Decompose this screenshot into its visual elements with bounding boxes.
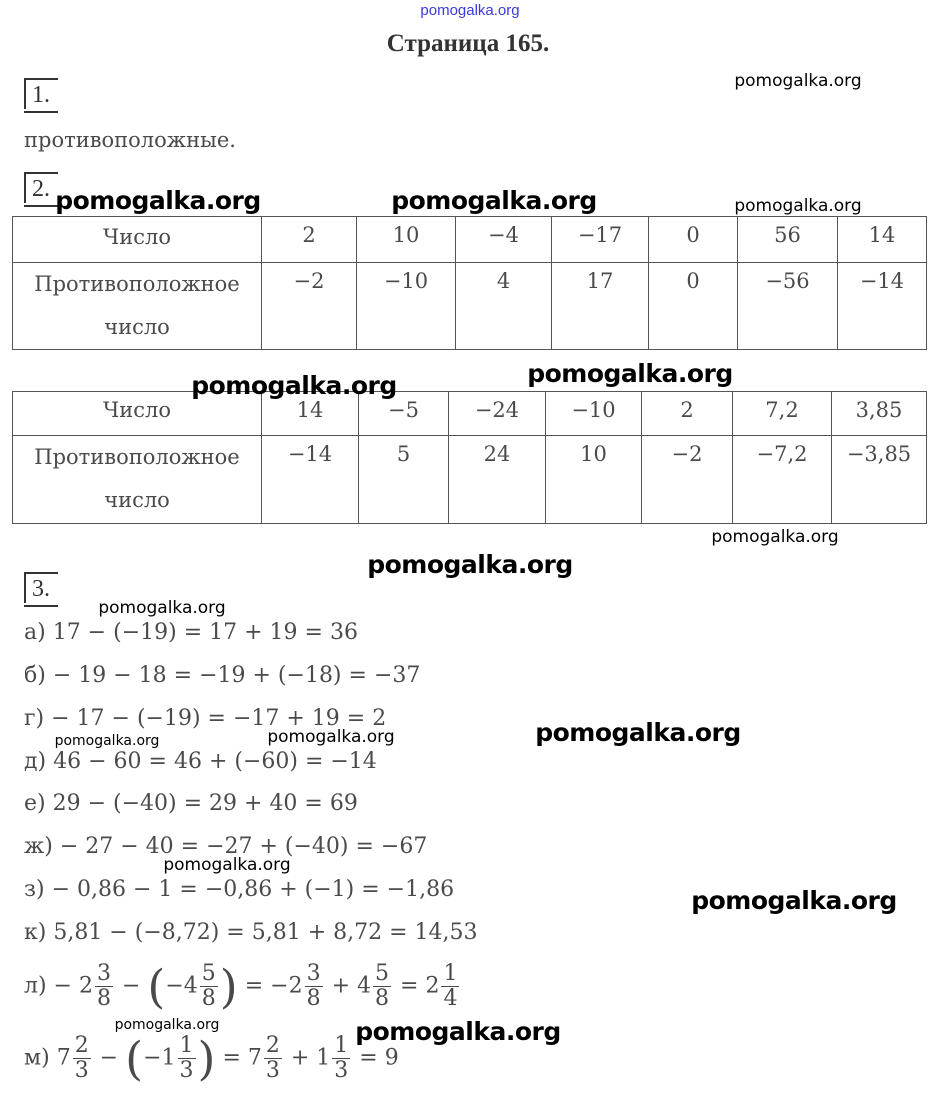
fraction (95, 962, 113, 1011)
fraction-denominator: 3 (179, 1058, 194, 1084)
watermark: pomogalka.org (527, 359, 733, 388)
watermark: pomogalka.org (711, 527, 839, 547)
table-cell: 2 (642, 392, 733, 436)
fraction-numerator: 2 (265, 1033, 280, 1058)
equation-zh: ж) − 27 − 40 = −27 + (−40) = −67 (24, 834, 428, 859)
table-cell: −56 (738, 263, 838, 350)
watermark: pomogalka.org (163, 855, 291, 875)
equation-z: з) − 0,86 − 1 = −0,86 + (−1) = −1,86 (24, 877, 455, 902)
equation-b: б) − 19 − 18 = −19 + (−18) = −37 (24, 663, 421, 688)
table-cell: 24 (449, 436, 546, 524)
watermark: pomogalka.org (114, 1017, 220, 1033)
equation-text: = 2 (393, 973, 440, 999)
watermark: pomogalka.org (191, 371, 397, 400)
equation-text: л) − 2 (24, 973, 93, 999)
watermark: pomogalka.org (691, 886, 897, 915)
equation-text: = 7 (215, 1045, 262, 1071)
opposites-table-2 (12, 391, 927, 524)
table-cell: 14 (838, 217, 927, 263)
equation-k: к) 5,81 − (−8,72) = 5,81 + 8,72 = 14,53 (24, 920, 478, 945)
table-cell: 2 (262, 217, 357, 263)
fraction-numerator: 5 (201, 961, 216, 986)
watermark: pomogalka.org (535, 718, 741, 747)
fraction-numerator: 3 (306, 961, 321, 986)
watermark: pomogalka.org (98, 598, 226, 618)
equation-l (24, 959, 461, 1014)
fraction (332, 1034, 350, 1083)
fraction-denominator: 4 (443, 986, 458, 1012)
fraction-numerator: 3 (96, 961, 111, 986)
equation-m (24, 1031, 399, 1086)
equation-text: − (114, 973, 148, 999)
task-number-3: 3. (24, 572, 58, 603)
task-number-1: 1. (24, 78, 58, 109)
table-cell: −2 (262, 263, 357, 350)
fraction (305, 962, 323, 1011)
row-label: Противоположное число (13, 436, 262, 524)
table-cell: 5 (359, 436, 449, 524)
fraction (264, 1034, 282, 1083)
table-cell: 10 (546, 436, 642, 524)
table-cell: −2 (642, 436, 733, 524)
row-label: Число (13, 392, 262, 436)
table-cell: 0 (649, 217, 738, 263)
parenthesis: ( (147, 959, 166, 1014)
fraction-denominator: 3 (74, 1058, 89, 1084)
table-cell: −4 (456, 217, 552, 263)
parenthesis: ( (125, 1031, 144, 1086)
watermark: pomogalka.org (420, 2, 520, 19)
fraction (73, 1034, 91, 1083)
fraction-numerator: 1 (179, 1033, 194, 1058)
table-cell: 10 (357, 217, 456, 263)
task-1-answer: противоположные. (24, 128, 236, 152)
fraction (200, 962, 218, 1011)
table-cell: −14 (262, 436, 359, 524)
table-cell: 17 (552, 263, 649, 350)
fraction-numerator: 1 (334, 1033, 349, 1058)
fraction-numerator: 1 (443, 961, 458, 986)
equation-text: м) 7 (24, 1045, 71, 1071)
table-cell: 4 (456, 263, 552, 350)
fraction-numerator: 2 (74, 1033, 89, 1058)
watermark: pomogalka.org (734, 196, 862, 216)
watermark: pomogalka.org (55, 186, 261, 215)
equation-text: − (92, 1045, 126, 1071)
table-row (13, 217, 927, 263)
table-cell: 56 (738, 217, 838, 263)
table-cell: 0 (649, 263, 738, 350)
table-cell: 14 (262, 392, 359, 436)
table-cell: −10 (357, 263, 456, 350)
fraction (441, 962, 459, 1011)
watermark: pomogalka.org (734, 71, 862, 91)
equation-text: −4 (165, 973, 198, 999)
table-cell: −3,85 (832, 436, 927, 524)
fraction (373, 962, 391, 1011)
table-cell: −14 (838, 263, 927, 350)
watermark: pomogalka.org (391, 186, 597, 215)
fraction (178, 1034, 196, 1083)
fraction-denominator: 8 (96, 986, 111, 1012)
equation-text: −1 (143, 1045, 176, 1071)
watermark: pomogalka.org (54, 733, 160, 749)
equation-text: + 1 (283, 1045, 331, 1071)
parenthesis: ) (197, 1031, 216, 1086)
equation-d: д) 46 − 60 = 46 + (−60) = −14 (24, 749, 377, 774)
fraction-denominator: 3 (265, 1058, 280, 1084)
watermark: pomogalka.org (355, 1017, 561, 1046)
table-cell: −10 (546, 392, 642, 436)
table-cell: 3,85 (832, 392, 927, 436)
table-row (13, 263, 927, 350)
equation-a: а) 17 − (−19) = 17 + 19 = 36 (24, 620, 358, 645)
fraction-denominator: 3 (334, 1058, 349, 1084)
table-cell: −17 (552, 217, 649, 263)
table-cell: −5 (359, 392, 449, 436)
watermark: pomogalka.org (367, 550, 573, 579)
fraction-denominator: 8 (375, 986, 390, 1012)
parenthesis: ) (219, 959, 238, 1014)
row-label: Противоположное число (13, 263, 262, 350)
fraction-numerator: 5 (375, 961, 390, 986)
table-cell: −24 (449, 392, 546, 436)
table-row (13, 436, 927, 524)
watermark: pomogalka.org (267, 727, 395, 747)
equation-text: + 4 (324, 973, 372, 999)
row-label: Число (13, 217, 262, 263)
task-number-2: 2. (24, 172, 58, 203)
opposites-table-1 (12, 216, 927, 350)
fraction-denominator: 8 (201, 986, 216, 1012)
equation-text: = 9 (352, 1045, 399, 1071)
equation-e: е) 29 − (−40) = 29 + 40 = 69 (24, 791, 358, 816)
equation-g: г) − 17 − (−19) = −17 + 19 = 2 (24, 706, 387, 731)
table-row (13, 392, 927, 436)
equation-text: = −2 (237, 973, 303, 999)
table-cell: −7,2 (733, 436, 832, 524)
table-cell: 7,2 (733, 392, 832, 436)
page-title: Страница 165. (386, 30, 550, 57)
fraction-denominator: 8 (306, 986, 321, 1012)
